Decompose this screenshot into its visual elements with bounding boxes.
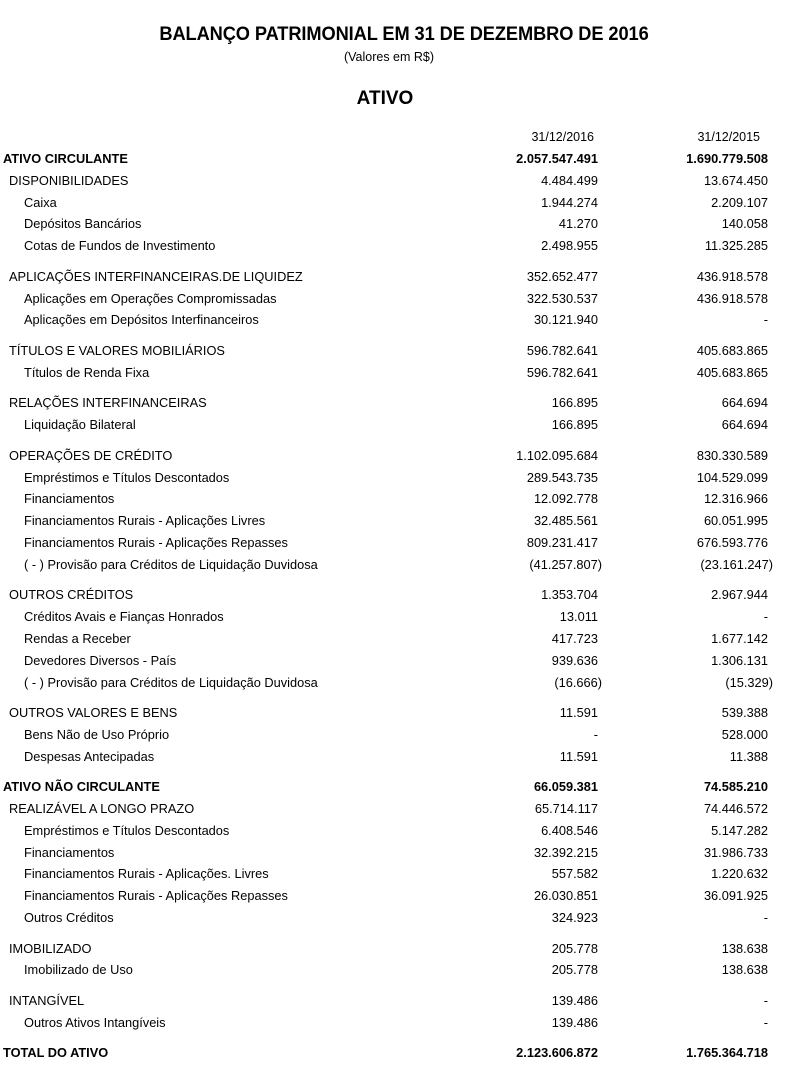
row-label: Financiamentos Rurais - Aplicações Repasses — [24, 534, 288, 550]
table-row — [0, 364, 808, 386]
value-2016: 41.270 — [558, 216, 598, 232]
value-2016: 4.484.499 — [541, 172, 598, 188]
document-subtitle: (Valores em R$) — [343, 50, 435, 64]
value-2016: 166.895 — [551, 395, 598, 411]
table-row-group — [0, 447, 808, 469]
value-2015: 2.967.944 — [711, 587, 768, 603]
value-2016: 65.714.117 — [534, 801, 598, 817]
row-label: OUTROS CRÉDITOS — [9, 587, 134, 603]
value-2015: 140.058 — [721, 216, 768, 232]
table-row — [0, 844, 808, 866]
value-2015: 138.638 — [721, 962, 768, 978]
value-2016: 166.895 — [551, 417, 598, 433]
table-row — [0, 887, 808, 909]
row-label: OPERAÇÕES DE CRÉDITO — [9, 447, 173, 463]
row-label: Liquidação Bilateral — [24, 417, 136, 433]
table-row — [0, 1014, 808, 1036]
value-2015: - — [763, 993, 768, 1009]
value-2015: - — [763, 1014, 768, 1030]
value-2016: 596.782.641 — [526, 364, 598, 380]
value-2016: 2.123.606.872 — [516, 1045, 598, 1061]
table-row-group — [0, 586, 808, 608]
section-title: ATIVO — [356, 88, 414, 109]
row-label: IMOBILIZADO — [9, 940, 92, 956]
value-2016: 11.591 — [559, 705, 598, 721]
value-2016: - — [593, 726, 598, 742]
row-label: Depósitos Bancários — [24, 216, 142, 232]
row-label: Imobilizado de Uso — [24, 962, 133, 978]
value-2015: 1.690.779.508 — [686, 151, 768, 166]
row-label: RELAÇÕES INTERFINANCEIRAS — [9, 395, 207, 411]
value-2016: 1.353.704 — [541, 587, 598, 603]
value-2015: 11.325.285 — [704, 238, 768, 254]
value-2015: 676.593.776 — [696, 534, 768, 550]
value-2015: 31.986.733 — [703, 844, 768, 860]
value-2015: - — [763, 910, 768, 926]
table-row — [0, 909, 808, 931]
value-2015: 74.585.210 — [703, 779, 768, 795]
row-label: Outros Créditos — [24, 910, 114, 926]
row-label: Despesas Antecipadas — [24, 748, 155, 764]
value-2015: 74.446.572 — [703, 801, 768, 817]
row-label: Empréstimos e Títulos Descontados — [24, 822, 230, 838]
value-2015: 11.388 — [729, 748, 768, 764]
row-label: Aplicações em Operações Compromissadas — [24, 290, 277, 306]
row-label: REALIZÁVEL A LONGO PRAZO — [9, 801, 195, 817]
value-2016: 596.782.641 — [526, 342, 598, 358]
value-2016: 32.392.215 — [533, 844, 598, 860]
value-2016: 939.636 — [551, 652, 598, 668]
row-label: Empréstimos e Títulos Descontados — [24, 469, 230, 485]
row-label: Outros Ativos Intangíveis — [24, 1014, 166, 1030]
value-2015: 436.918.578 — [696, 268, 768, 284]
table-row — [0, 194, 808, 216]
document-title: BALANÇO PATRIMONIAL EM 31 DE DEZEMBRO DE 2016 — [159, 24, 649, 45]
row-label: ( - ) Provisão para Créditos de Liquidação Duvidosa — [24, 674, 318, 690]
row-label: Títulos de Renda Fixa — [24, 364, 150, 380]
value-2015: 1.220.632 — [711, 866, 768, 882]
row-label: TÍTULOS E VALORES MOBILIÁRIOS — [9, 342, 225, 358]
table-row — [0, 865, 808, 887]
table-row — [0, 556, 808, 578]
value-2015: 1.306.131 — [711, 652, 768, 668]
value-2015: 1.765.364.718 — [686, 1045, 768, 1061]
value-2015: 12.316.966 — [703, 491, 768, 507]
row-label: ( - ) Provisão para Créditos de Liquidação Duvidosa — [24, 556, 318, 572]
row-label: DISPONIBILIDADES — [9, 172, 129, 188]
row-label: Financiamentos — [24, 491, 115, 507]
table-row-group — [0, 704, 808, 726]
value-2016: 139.486 — [551, 993, 598, 1009]
row-label: Créditos Avais e Fianças Honrados — [24, 609, 224, 625]
value-2015: 405.683.865 — [696, 364, 768, 380]
row-label: Rendas a Receber — [24, 630, 131, 646]
row-label: APLICAÇÕES INTERFINANCEIRAS.DE LIQUIDEZ — [9, 268, 303, 284]
value-2016: (41.257.807) — [529, 556, 602, 572]
value-2015: (23.161.247) — [700, 556, 773, 572]
table-row-group — [0, 940, 808, 962]
value-2016: 2.498.955 — [541, 238, 598, 254]
value-2015: - — [763, 609, 768, 625]
row-label: Financiamentos Rurais - Aplicações Livres — [24, 513, 266, 529]
table-row-group — [0, 992, 808, 1014]
value-2015: 405.683.865 — [696, 342, 768, 358]
table-row — [0, 822, 808, 844]
value-2016: 32.485.561 — [533, 513, 598, 529]
row-label: Financiamentos Rurais - Aplicações Repasses — [24, 888, 288, 904]
table-row-group — [0, 268, 808, 290]
row-label: Bens Não de Uso Próprio — [24, 726, 170, 742]
value-2016: (16.666) — [554, 674, 602, 690]
value-2016: 66.059.381 — [533, 779, 598, 795]
row-label: Cotas de Fundos de Investimento — [24, 238, 216, 254]
value-2016: 12.092.778 — [533, 491, 598, 507]
row-label: Caixa — [24, 194, 57, 210]
value-2016: 205.778 — [551, 940, 598, 956]
value-2015: 528.000 — [721, 726, 768, 742]
table-row-total — [0, 150, 808, 172]
row-label: TOTAL DO ATIVO — [3, 1045, 109, 1061]
table-row — [0, 416, 808, 438]
row-label: Aplicações em Depósitos Interfinanceiros — [24, 312, 259, 328]
table-row-group — [0, 172, 808, 194]
value-2016: 809.231.417 — [526, 534, 598, 550]
table-row-group — [0, 800, 808, 822]
column-headers — [0, 130, 808, 146]
value-2015: 5.147.282 — [711, 822, 768, 838]
table-row — [0, 652, 808, 674]
table-row — [0, 469, 808, 491]
table-row — [0, 674, 808, 696]
value-2015: 13.674.450 — [703, 172, 768, 188]
table-row — [0, 237, 808, 259]
balance-sheet-table — [0, 150, 808, 1066]
value-2015: 104.529.099 — [696, 469, 768, 485]
row-label: ATIVO NÃO CIRCULANTE — [3, 779, 160, 795]
table-row — [0, 726, 808, 748]
value-2016: 2.057.547.491 — [516, 151, 598, 166]
table-row-group — [0, 342, 808, 364]
value-2016: 417.723 — [551, 630, 598, 646]
row-label: INTANGÍVEL — [9, 993, 85, 1009]
table-row-total — [0, 1044, 808, 1066]
value-2016: 6.408.546 — [541, 822, 598, 838]
value-2015: - — [763, 312, 768, 328]
column-header-2016: 31/12/2016 — [531, 130, 594, 144]
value-2016: 26.030.851 — [533, 888, 598, 904]
value-2016: 139.486 — [551, 1014, 598, 1030]
value-2015: 436.918.578 — [696, 290, 768, 306]
value-2015: 830.330.589 — [696, 447, 768, 463]
value-2016: 1.944.274 — [541, 194, 598, 210]
value-2015: 36.091.925 — [703, 888, 768, 904]
table-row — [0, 215, 808, 237]
table-row-total — [0, 778, 808, 800]
value-2016: 205.778 — [551, 962, 598, 978]
value-2016: 289.543.735 — [526, 469, 598, 485]
value-2015: 138.638 — [721, 940, 768, 956]
value-2016: 1.102.095.684 — [516, 447, 598, 463]
value-2015: 1.677.142 — [711, 630, 768, 646]
table-row — [0, 490, 808, 512]
value-2016: 352.652.477 — [526, 268, 598, 284]
column-header-2015: 31/12/2015 — [697, 130, 760, 144]
value-2016: 322.530.537 — [526, 290, 598, 306]
table-row-group — [0, 394, 808, 416]
row-label: Financiamentos — [24, 844, 115, 860]
value-2015: 60.051.995 — [703, 513, 768, 529]
table-row — [0, 290, 808, 312]
table-row — [0, 608, 808, 630]
value-2015: 664.694 — [721, 417, 768, 433]
value-2015: 539.388 — [721, 705, 768, 721]
row-label: Devedores Diversos - País — [24, 652, 177, 668]
row-label: Financiamentos Rurais - Aplicações. Livres — [24, 866, 269, 882]
value-2016: 324.923 — [551, 910, 598, 926]
value-2015: 2.209.107 — [711, 194, 768, 210]
table-row — [0, 534, 808, 556]
table-row — [0, 748, 808, 770]
value-2016: 11.591 — [559, 748, 598, 764]
table-row — [0, 512, 808, 534]
value-2016: 557.582 — [551, 866, 598, 882]
row-label: ATIVO CIRCULANTE — [3, 151, 128, 166]
row-label: OUTROS VALORES E BENS — [9, 705, 178, 721]
table-row — [0, 630, 808, 652]
table-row — [0, 311, 808, 333]
value-2015: 664.694 — [721, 395, 768, 411]
value-2015: (15.329) — [725, 674, 773, 690]
value-2016: 30.121.940 — [533, 312, 598, 328]
value-2016: 13.011 — [559, 609, 598, 625]
table-row — [0, 961, 808, 983]
